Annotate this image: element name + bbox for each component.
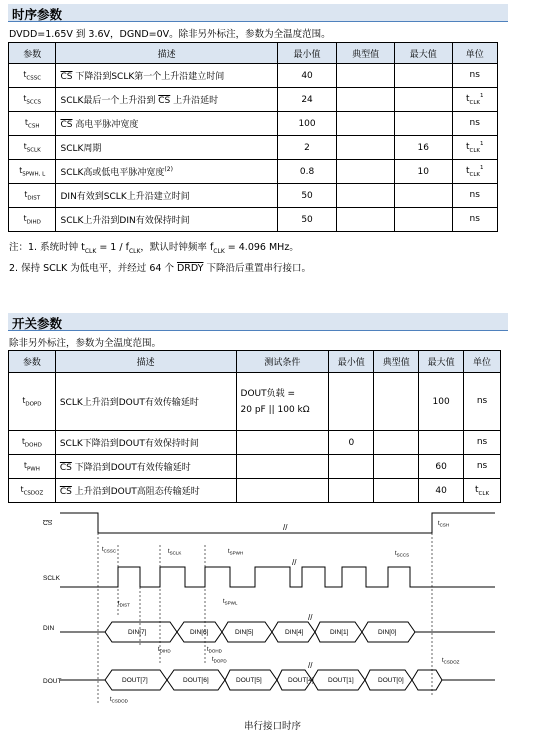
param-symbol: $t_{DIHD}$	[9, 208, 56, 232]
param-unit: $t_{CLK}^1$	[452, 160, 498, 184]
timing-param-label: $t_{SPWL}$	[223, 599, 238, 606]
param-unit: ns	[464, 431, 501, 455]
timing-table	[8, 42, 498, 232]
timing-condition: DVDD=1.65V 到 3.6V，DGND=0V。除非另外标注，参数为全温度范围。	[9, 29, 331, 40]
param-max	[394, 88, 452, 112]
break-mark-cs: //	[283, 523, 288, 532]
note1-sub: CLK	[128, 247, 141, 255]
din-bit-label: DIN[0]	[378, 629, 397, 636]
timing-note-1	[9, 239, 299, 255]
param-max: 10	[394, 160, 452, 184]
param-typ	[337, 88, 395, 112]
param-min	[329, 455, 374, 479]
param-min: 24	[277, 88, 337, 112]
timing-param-label: $t_{CSSC}$	[102, 547, 117, 554]
din-bit-label: DIN[1]	[330, 629, 349, 636]
param-symbol: $t_{DOPD}$	[9, 373, 56, 431]
din-bit-label: DIN[7]	[128, 629, 147, 636]
param-symbol: $t_{DOHD}$	[9, 431, 56, 455]
din-bit-label: DIN[5]	[235, 629, 254, 636]
timing-param-label: $t_{SCCS}$	[395, 551, 410, 558]
timing-note-2	[9, 260, 311, 274]
note2-text: 下降沿后重置串行接口。	[203, 263, 312, 274]
note2-text: 2. 保持 SCLK 为低电平，并经过 64 个	[9, 263, 177, 274]
param-unit: ns	[464, 455, 501, 479]
header-max: 最大值	[394, 43, 452, 64]
param-typ	[374, 373, 419, 431]
param-symbol: $t_{PWH}$	[9, 455, 56, 479]
param-unit: $t_{CLK}$	[464, 479, 501, 503]
header-param: 参数	[9, 351, 56, 373]
param-min	[329, 373, 374, 431]
header-cond: 测试条件	[236, 351, 329, 373]
param-desc: SCLK上升沿到DIN有效保持时间	[56, 208, 277, 232]
din-bus-bottom	[105, 632, 415, 642]
param-min: 2	[277, 136, 337, 160]
timing-row	[9, 88, 498, 112]
param-max: 40	[419, 479, 464, 503]
param-desc: SCLK周期	[56, 136, 277, 160]
timing-param-label: $t_{DOHD}$	[207, 647, 222, 654]
timing-section-header	[8, 4, 508, 22]
switching-section-title: 开关参数	[12, 316, 63, 331]
serial-timing-diagram	[40, 505, 510, 710]
timing-param-label: $t_{SPWH}$	[228, 549, 244, 556]
note2-drdy: DRDY	[176, 263, 204, 274]
param-symbol: $t_{CSSC}$	[9, 64, 56, 88]
param-max	[394, 64, 452, 88]
param-desc: $\overline{CS}$ 下降沿到DOUT有效传输延时	[55, 455, 236, 479]
switching-row	[9, 373, 501, 431]
param-min: 50	[277, 184, 337, 208]
sclk-waveform	[60, 567, 495, 587]
switching-table	[8, 350, 501, 503]
timing-param-label: $t_{CSDOZ}$	[442, 658, 460, 665]
param-condition	[236, 479, 329, 503]
switching-row	[9, 431, 501, 455]
param-typ	[337, 208, 395, 232]
param-min: 0	[329, 431, 374, 455]
param-typ	[337, 160, 395, 184]
param-max	[419, 431, 464, 455]
param-symbol: $t_{CSH}$	[9, 112, 56, 136]
timing-param-label: $t_{DOPD}$	[212, 657, 227, 664]
timing-param-label: $t_{DIHD}$	[158, 647, 171, 654]
dout-bit-label: DOUT[5]	[236, 677, 262, 684]
param-typ	[374, 479, 419, 503]
param-min: 0.8	[277, 160, 337, 184]
param-symbol: $t_{SCCS}$	[9, 88, 56, 112]
header-max: 最大值	[419, 351, 464, 373]
param-unit: ns	[452, 184, 498, 208]
timing-row	[9, 136, 498, 160]
header-unit: 单位	[452, 43, 498, 64]
timing-param-label: $t_{CSH}$	[438, 521, 450, 528]
timing-param-label: $t_{SCLK}$	[168, 549, 182, 556]
param-desc: $\overline{CS}$ 下降沿到SCLK第一个上升沿建立时间	[56, 64, 277, 88]
param-typ	[374, 431, 419, 455]
timing-param-label: $t_{CSDOD}$	[110, 697, 128, 704]
break-mark-din: //	[308, 613, 313, 622]
param-unit: $t_{CLK}^1$	[452, 136, 498, 160]
break-mark-dout: //	[308, 661, 313, 670]
switching-condition: 除非另外标注，参数为全温度范围。	[9, 338, 162, 349]
param-condition	[236, 455, 329, 479]
param-desc: SCLK上升沿到DOUT有效传输延时	[55, 373, 236, 431]
note1-text: = 1 / f	[96, 242, 129, 253]
header-min: 最小值	[277, 43, 337, 64]
header-desc: 描述	[56, 43, 277, 64]
note1-sub: CLK	[213, 247, 225, 255]
param-symbol: $t_{CSDOZ}$	[9, 479, 56, 503]
param-symbol: $t_{SCLK}$	[9, 136, 56, 160]
din-bus-top	[60, 622, 495, 632]
header-param: 参数	[9, 43, 56, 64]
signal-name-sclk: SCLK	[43, 575, 60, 582]
note1-text: = 4.096 MHz。	[224, 242, 299, 253]
param-unit: ns	[464, 373, 501, 431]
dout-bit-label: DOUT[1]	[328, 677, 354, 684]
timing-row	[9, 208, 498, 232]
param-unit: ns	[452, 208, 498, 232]
switching-section-header	[8, 313, 508, 331]
param-unit: ns	[452, 112, 498, 136]
param-max: 60	[419, 455, 464, 479]
timing-header-row	[9, 43, 498, 64]
param-max: 16	[394, 136, 452, 160]
param-typ	[374, 455, 419, 479]
header-typ: 典型值	[374, 351, 419, 373]
param-unit: ns	[452, 64, 498, 88]
param-min: 100	[277, 112, 337, 136]
timing-row	[9, 64, 498, 88]
dout-bit-label: DOUT[7]	[122, 677, 148, 684]
break-mark-sclk: //	[292, 558, 297, 567]
param-desc: DIN有效到SCLK上升沿建立时间	[56, 184, 277, 208]
signal-name-dout: DOUT	[43, 678, 62, 685]
header-desc: 描述	[55, 351, 236, 373]
dout-bit-label: DOUT[0]	[378, 677, 404, 684]
param-typ	[337, 136, 395, 160]
param-desc: SCLK高或低电平脉冲宽度$^{(2)}$	[56, 160, 277, 184]
dout-bit-label: DOUT[4]	[288, 677, 314, 684]
param-min	[329, 479, 374, 503]
timing-param-label: $t_{DIST}$	[118, 601, 130, 608]
param-max	[394, 208, 452, 232]
param-typ	[337, 112, 395, 136]
param-condition: DOUT负载 = 20 pF || 100 kΩ	[236, 373, 329, 431]
timing-section-title: 时序参数	[12, 7, 63, 22]
cs-waveform	[60, 513, 495, 533]
note1-text: ，默认时钟频率 f	[140, 242, 214, 253]
signal-name-cs: CS	[43, 520, 53, 527]
param-desc: SCLK下降沿到DOUT有效保持时间	[55, 431, 236, 455]
header-typ: 典型值	[337, 43, 395, 64]
param-desc: SCLK最后一个上升沿到 $\overline{CS}$ 上升沿延时	[56, 88, 277, 112]
param-max	[394, 112, 452, 136]
param-typ	[337, 64, 395, 88]
diagram-caption: 串行接口时序	[243, 721, 301, 732]
header-unit: 单位	[464, 351, 501, 373]
note1-text: 注：1. 系统时钟 t	[9, 242, 85, 253]
param-desc: $\overline{CS}$ 高电平脉冲宽度	[56, 112, 277, 136]
break-marks	[283, 523, 313, 670]
param-max	[394, 184, 452, 208]
param-unit: $t_{CLK}^1$	[452, 88, 498, 112]
timing-row	[9, 112, 498, 136]
param-typ	[337, 184, 395, 208]
note1-sub: CLK	[84, 247, 97, 255]
dout-bit-label: DOUT[6]	[183, 677, 209, 684]
param-symbol: $t_{SPWH, L}$	[9, 160, 56, 184]
din-bit-label: DIN[4]	[285, 629, 304, 636]
timing-row	[9, 160, 498, 184]
timing-row	[9, 184, 498, 208]
switching-header-row	[9, 351, 501, 373]
param-desc: $\overline{CS}$ 上升沿到DOUT高阻态传输延时	[55, 479, 236, 503]
switching-row	[9, 455, 501, 479]
signal-name-din: DIN	[43, 625, 55, 632]
switching-row	[9, 479, 501, 503]
param-min: 50	[277, 208, 337, 232]
param-symbol: $t_{DIST}$	[9, 184, 56, 208]
din-bit-label: DIN[6]	[190, 629, 209, 636]
header-min: 最小值	[329, 351, 374, 373]
param-condition	[236, 431, 329, 455]
param-min: 40	[277, 64, 337, 88]
param-max: 100	[419, 373, 464, 431]
